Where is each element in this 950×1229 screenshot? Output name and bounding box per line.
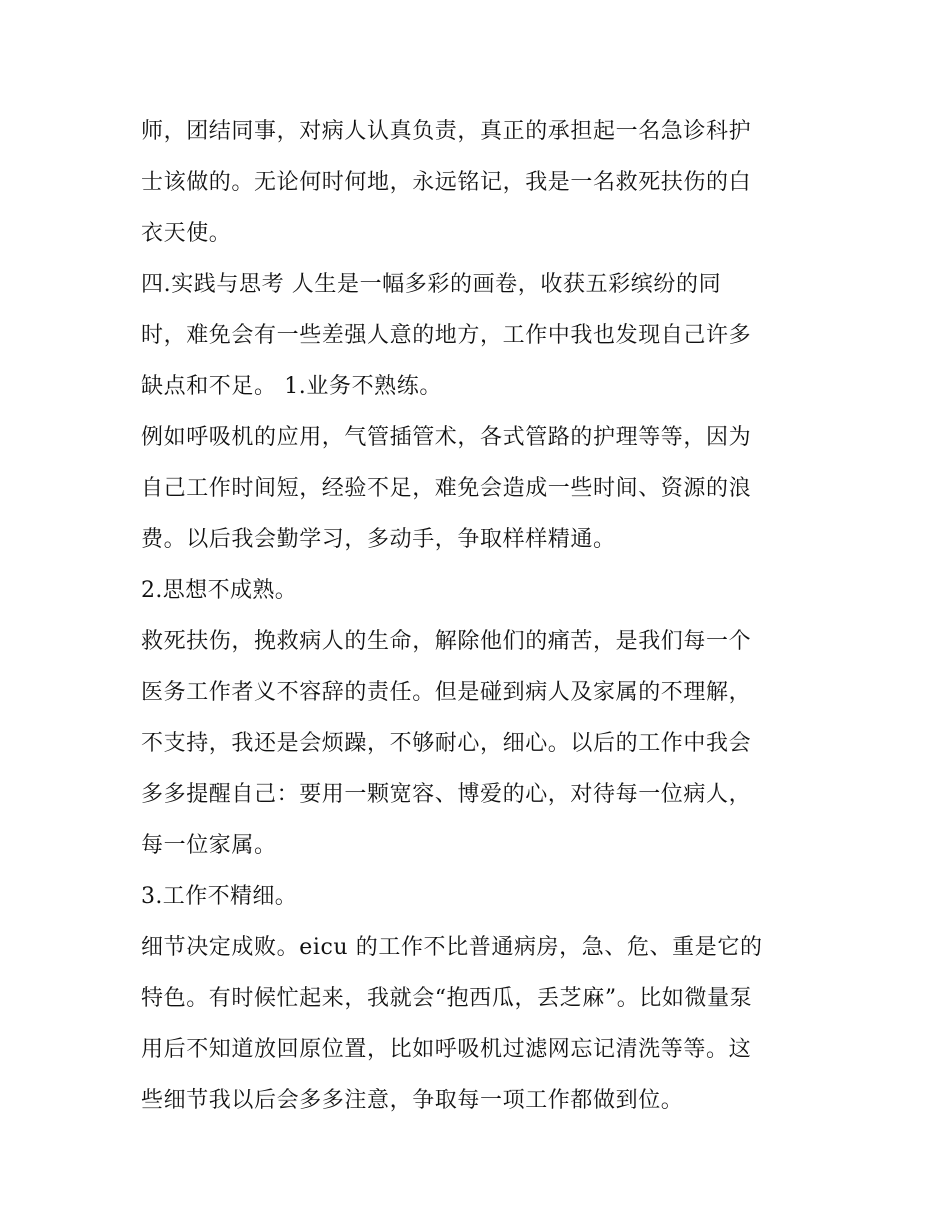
text-line: 救死扶伤，挽救病人的生命，解除他们的痛苦，是我们每一个 [141,629,752,654]
text-line: 费。以后我会勤学习，多动手，争取样样精通。 [141,527,616,552]
text-line: 细节决定成败。eicu 的工作不比普通病房，急、危、重是它的 [141,935,763,960]
document-body [141,106,813,1126]
text-line: 缺点和不足。 1.业务不熟练。 [141,374,442,399]
text-line: 时，难免会有一些差强人意的地方，工作中我也发现自己许多 [141,323,752,348]
text-line: 自己工作时间短，经验不足，难免会造成一些时间、资源的浪 [141,476,752,501]
text-line: 例如呼吸机的应用，气管插管术，各式管路的护理等等，因为 [141,425,752,450]
text-line: 特色。有时候忙起来，我就会“抱西瓜，丢芝麻”。比如微量泵 [141,986,753,1011]
section-heading-line: 四.实践与思考 人生是一幅多彩的画卷，收获五彩缤纷的同 [141,272,722,297]
text-line: 不支持，我还是会烦躁，不够耐心，细心。以后的工作中我会 [141,731,752,756]
list-heading-line: 2.思想不成熟。 [141,578,298,603]
text-line: 些细节我以后会多多注意，争取每一项工作都做到位。 [141,1088,684,1113]
text-line: 每一位家属。 [141,833,277,858]
text-line: 衣天使。 [141,221,232,246]
text-line: 士该做的。无论何时何地，永远铭记，我是一名救死扶伤的白 [141,170,752,195]
list-heading-line: 3.工作不精细。 [141,884,298,909]
text-line: 医务工作者义不容辞的责任。但是碰到病人及家属的不理解， [141,680,752,705]
text-line: 师，团结同事，对病人认真负责，真正的承担起一名急诊科护 [141,119,752,144]
text-line: 用后不知道放回原位置，比如呼吸机过滤网忘记清洗等等。这 [141,1037,752,1062]
text-line: 多多提醒自己：要用一颗宽容、博爱的心，对待每一位病人， [141,782,752,807]
